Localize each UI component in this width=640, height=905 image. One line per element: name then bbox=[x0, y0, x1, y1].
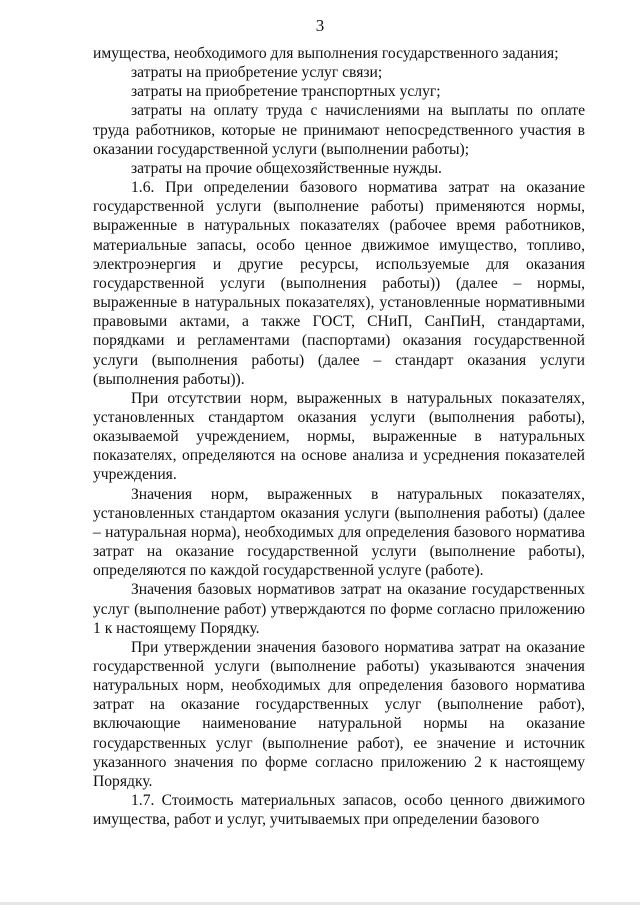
paragraph-continuation: имущества, необходимого для выполнения государственного задания; bbox=[93, 45, 559, 62]
paragraph-approval-details: При утверждении значения базового норматива затрат на оказание государственной услуги (выполнение работы) указываются значения натуральных норм, необходимых для определения базового норматива затрат на оказание государственных услуг (выполнение работ), включающие наименование натуральной нормы на оказание государственных услуг (выполнение работ), ее значение и источник указанного значения по форме согласно приложению 2 к настоящему Порядку. bbox=[93, 638, 585, 790]
paragraph-section-1-6: 1.6. При определении базового норматива затрат на оказание государственной услуги (выполнение работы) применяются нормы, выраженные в натуральных показателях (рабочее время работников, материальные запасы, особо ценное движимое имущество, топливо, электроэнергия и другие ресурсы, используемые для оказания государственной услуги (выполнения работы)) (далее – нормы, выраженные в натуральных показателях), установленные нормативными правовыми актами, а также ГОСТ, СНиП, СанПиН, стандартами, порядками и регламентами (паспортами) оказания государственной услуги (выполнения работы) (далее – стандарт оказания услуги (выполнения работы)). bbox=[93, 179, 585, 388]
paragraph-general-costs: затраты на прочие общехозяйственные нужды. bbox=[131, 159, 442, 177]
paragraph-norm-values: Значения норм, выраженных в натуральных показателях, установленных стандартом оказания услуги (выполнения работы) (далее – натуральная норма), необходимых для определения базового норматива затрат на оказание государственной услуги (выполнение работы), определяются по каждой государственной услуге (работе). bbox=[93, 485, 585, 580]
paragraph-communication-costs: затраты на приобретение услуг связи; bbox=[131, 64, 383, 82]
paragraph-labor-costs: затраты на оплату труда с начислениями на выплаты по оплате труда работников, которые не принимают непосредственного участия в оказании государственной услуги (выполнении работы); bbox=[93, 102, 585, 158]
document-body bbox=[93, 44, 585, 829]
paragraph-base-norm-approval: Значения базовых нормативов затрат на оказание государственных услуг (выполнение работ) утверждаются по форме согласно приложению 1 к настоящему Порядку. bbox=[93, 581, 585, 637]
paragraph-absence-of-norms: При отсутствии норм, выраженных в натуральных показателях, установленных стандартом оказания услуги (выполнения работы), оказываемой учреждением, нормы, выраженные в натуральных показателях, определяются на основе анализа и усреднения показателей учреждения. bbox=[93, 389, 585, 484]
paragraph-transport-costs: затраты на приобретение транспортных услуг; bbox=[131, 83, 441, 101]
paragraph-section-1-7: 1.7. Стоимость материальных запасов, особо ценного движимого имущества, работ и услуг, учитываемых при определении базового bbox=[93, 792, 585, 829]
page-number: 3 bbox=[315, 16, 325, 35]
